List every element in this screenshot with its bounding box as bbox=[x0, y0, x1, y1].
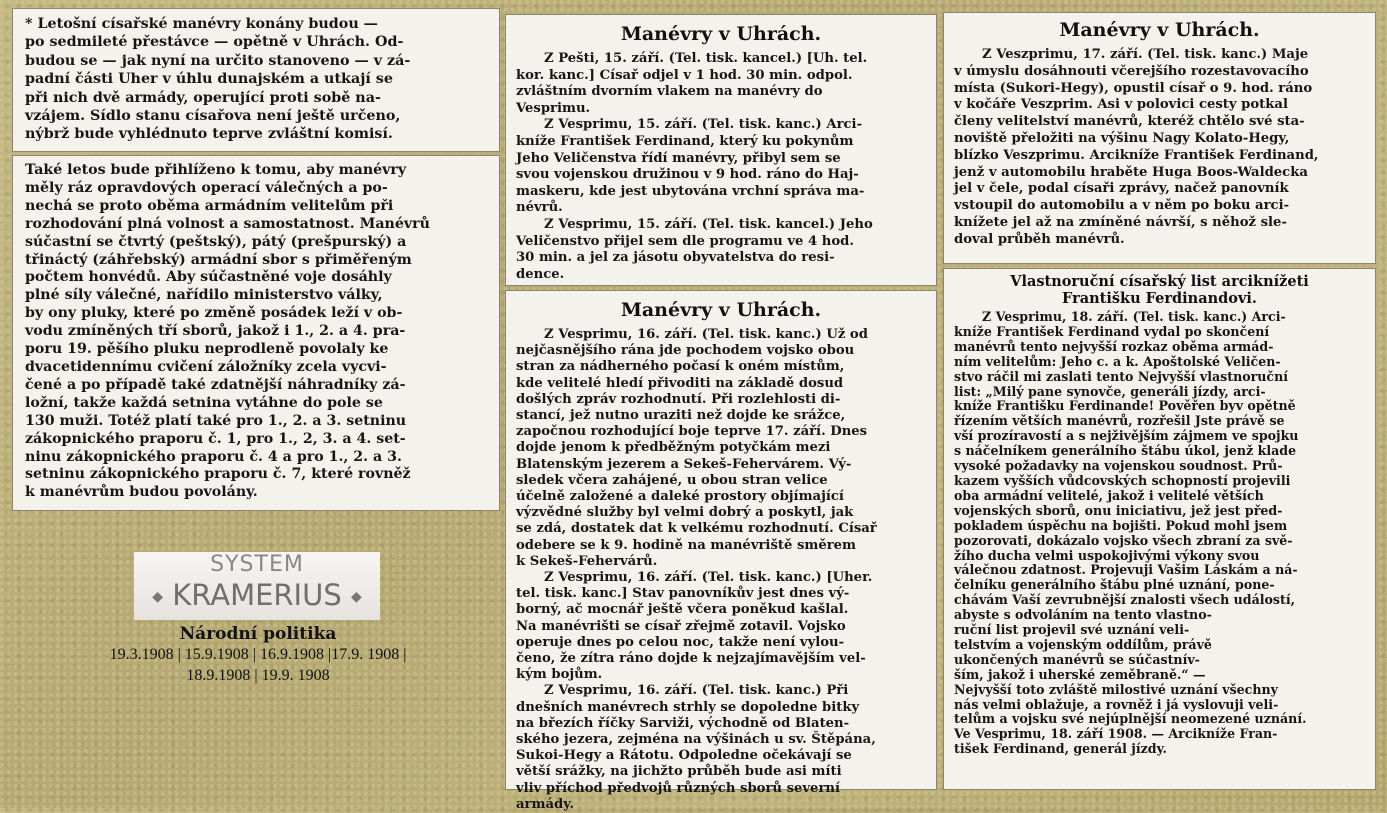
kramerius-logo[interactable] bbox=[134, 552, 380, 620]
article-heading: Manévry v Uhrách. bbox=[620, 299, 822, 321]
article-paragraph: Z Vesprimu, 15. září. (Tel. tisk. kanc.) Arci- kníže František Ferdinand, který ku pokynům Jeho Veličenstva řídí manévry, přibyl sem se svou vojenskou družinou v 9 hod. ráno do Haj- maskeru, kde jest ubytována vrchní správa ma- névrů. bbox=[516, 117, 865, 216]
clipping-4 bbox=[505, 290, 937, 812]
issue-dates-line-2: 18.9.1908 | 19.9. 1908 bbox=[186, 667, 330, 684]
article-paragraph: Z Vesprimu, 15. září. (Tel. tisk. kancel.) Jeho Veličenstvo přijel sem dle programu ve 4 hod. 30 min. a jel za jásotu obyvatelstva do resi- dence. bbox=[516, 216, 873, 282]
caption bbox=[40, 624, 476, 686]
newspaper-title: Národní politika bbox=[179, 624, 337, 644]
article-paragraph: Z Vesprimu, 16. září. (Tel. tisk. kanc.) [Uher. tel. tisk. kanc.] Stav panovníkův jest dnes vý- borný, ač mocnář ještě včera poněkud kašlal. Na manévrišti se císař zřejmě zotavil. Vojsko operuje dnes po celou noc, takže není vylou- čeno, že zítra ráno dojde k nejzajímavějším vel- kým bojům. bbox=[516, 570, 873, 683]
article-heading: Františku Ferdinandovi. bbox=[1062, 290, 1257, 307]
issue-dates-line-1: 19.3.1908 | 15.9.1908 | 16.9.1908 |17.9. 1908 | bbox=[109, 646, 407, 663]
clipping-6 bbox=[943, 268, 1376, 790]
clipping-5 bbox=[943, 12, 1376, 264]
clipping-1 bbox=[12, 8, 500, 152]
article-text: Také letos bude přihlíženo k tomu, aby manévry měly ráz opravdových operací válečných a po- nechá se proto oběma armádním velitelům při rozhodování plná volnost a samostatnost. Manévrů súčastní se čtvrtý (peštský), pátý (prešpurský) a třináctý (záhřebský) armádní sbor s přiměřeným počtem honvédů. Aby súčastněné voje dosáhly plné síly válečné, nařídilo ministerstvo války, by ony pluky, které po změně posádek leží v ob- vodu zmíněných tří sborů, jakož i 1., 2. a 4. pra- poru 19. pěšího pluku neprodleně povolaly ke dvacetidennímu cvičení záložníky zcela vycvi- čené a po případě také zdatnější náhradníky zá- ložní, takže každá setnina vytáhne do pole se 130 muži. Totéž platí také pro 1., 2. a 3. setninu zákopnického praporu č. 1, pro 1., 2, 3. a 4. set- ninu zákopnického praporu č. 4 a pro 1., 2. a 3. setninu zákopnického praporu č. 7, které rovněž k manévrům budou povolány. bbox=[25, 162, 430, 501]
article-paragraph: Z Vesprimu, 18. září. (Tel. tisk. kanc.) Arci- kníže František Ferdinand vydal po skončení manévrů tento nejvyšší rozkaz oběma armád- ním velitelům: Jeho c. a k. Apoštolské Veličen- stvo ráčil mi zaslati tento Nejvyšší vlastnoruční list: „Milý pane synovče, generáli jízdy, arci- kníže Františku Ferdinande! Pověřen byv opětně řízením větších manévrů, rozřešil Jste právě se vší prozíravostí a s nejživějším zájmem ve spojku s náčelníkem generálního štábu úkol, jenž klade vysoké požadavky na vojenskou soudnost. Prů- kazem vyšších vůdcovských schopností projevili oba armádní velitelé, jakož i velitelé větších vojenských sborů, onu iniciativu, jež jest před- pokladem úspěchu na bojišti. Pokud mohl jsem pozorovati, dokázalo vojsko všech zbraní za svě- žího ducha velmi uspokojivými výkony svou válečnou zdatnost. Projevuji Vašim Láskám a ná- čelníku generálního štábu plné uznání, pone- chávám Vaší zevrubnější znalosti všech událostí, abyste s odvoláním na tento vlastno- ruční list projevil své uznání veli- telstvím a vojenským oddílům, právě ukončených manévrů se súčastnív- ším, jakož i uherské zeměbraně.“ — Nejvyšší toto zvláště milostivé uznání všechny nás velmi oblažuje, a rovněž i já vyslovuji veli- telům a vojsku své nejúplnější neomezené uznání. Ve Vesprimu, 18. září 1908. — Arcikníže Fran- tišek Ferdinand, generál jízdy. bbox=[954, 309, 1307, 757]
logo-system-text: SYSTEM bbox=[210, 552, 304, 577]
logo-kramerius-text bbox=[134, 578, 380, 612]
article-heading: Manévry v Uhrách. bbox=[1059, 19, 1260, 41]
diamond-icon: ◆ bbox=[350, 589, 362, 605]
article-paragraph: Z Pešti, 15. září. (Tel. tisk. kancel.) [Uh. tel. kor. kanc.] Císař odjel v 1 hod. 30 min. odpol. zvláštním dvorním vlakem na manévry do Vesprimu. bbox=[516, 51, 868, 116]
diamond-icon: ◆ bbox=[152, 589, 164, 605]
article-paragraph: Z Vesprimu, 16. září. (Tel. tisk. kanc.) Už od nejčasnějšího rána jde pochodem vojsko obou stran za nádherného počasí k oném místům, kde velitelé hledí přivoditi na základě dosud došlých zpráv rozhodnutí. Při rozlehlosti di- stancí, jež nutno uraziti než dojde ke srážce, započnou rozhodující boje teprve 17. září. Dnes dojde jenom k předběžným potyčkám mezi Blatenským jezerem a Sekeš-Fehervárem. Vý- sledek včera zahájené, u obou stran velice účelně založené a daleké prostory objímající výzvědné služby byl velmi dobrý a poskytl, jak se zdá, dostatek dat k velkému rozhodnutí. Císař odebere se k 9. hodině na manévriště směrem k Sekeš-Fehervárů. bbox=[516, 327, 877, 569]
clipping-2 bbox=[12, 155, 500, 511]
article-paragraph: Z Vesprimu, 16. září. (Tel. tisk. kanc.) Při dnešních manévrech strhly se dopoledne bitky na březích říčky Sarviži, východně od Blaten- ského jezera, zejména na výšinách u sv. Štěpána, Sukoi-Hegy a Rátotu. Odpoledne očekávají se větší srážky, na jichžto průběh bude asi míti vliv příchod předvojů různých sborů severní armády. bbox=[516, 683, 876, 812]
article-text: * Letošní císařské manévry konány budou — po sedmileté přestávce — opětně v Uhrách. Od- budou se — jak nyní na určito stanoveno — v zá- padní části Uher v úhlu dunajském a utkají se při nich dvě armády, operující proti sobě na- vzájem. Sídlo stanu císařova není ještě určeno, nýbrž bude vyhlédnuto teprve zvláštní komisí. bbox=[25, 16, 411, 143]
clipping-3 bbox=[505, 14, 937, 286]
article-heading: Manévry v Uhrách. bbox=[620, 23, 822, 45]
article-paragraph: Z Veszprimu, 17. září. (Tel. tisk. kanc.) Maje v úmyslu dosáhnouti včerejšího rozestavovacího místa (Sukori-Hegy), opustil císař o 9. hod. ráno v kočáře Veszprim. Asi v polovici cesty potkal členy velitelství manévrů, kteréž chtělo své sta- noviště přeložiti na výšinu Nagy Kolato-Hegy, blízko Veszprimu. Arcikníže František Ferdinand, jenž v automobilu hraběte Huga Boos-Waldecka jel v čele, podal císaři zprávy, načež panovník vstoupil do automobilu a v něm po boku arci- knížete jel až na zmíněné návrší, s něhož sle- doval průběh manévrů. bbox=[954, 47, 1319, 247]
logo-kramerius-word: KRAMERIUS bbox=[172, 578, 342, 612]
article-heading: Vlastnoruční císařský list arciknížeti bbox=[1010, 273, 1309, 290]
